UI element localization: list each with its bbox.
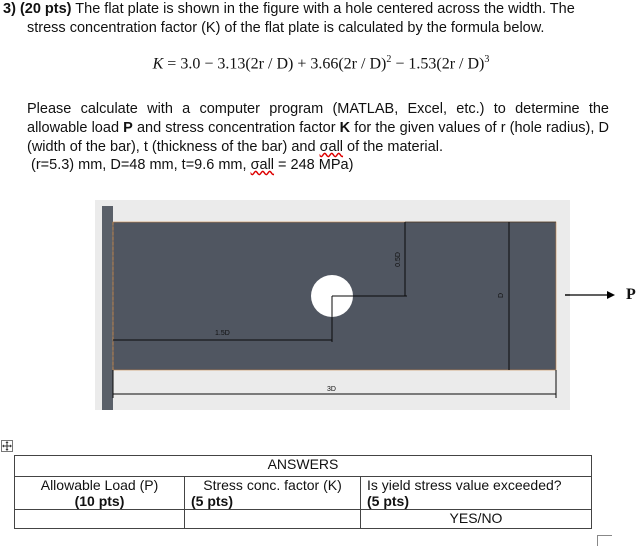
problem-points: (20 pts) bbox=[19, 1, 72, 17]
dim-label-1-5d: 1.5D bbox=[215, 330, 230, 337]
answers-header: ANSWERS bbox=[15, 456, 592, 477]
given-text: (r=5.3) mm, D=48 mm, t=9.6 mm, bbox=[31, 157, 251, 173]
formula-cube: 3 bbox=[484, 54, 490, 65]
col-load-points: (10 pts) bbox=[74, 493, 125, 509]
load-label: P bbox=[626, 286, 636, 303]
answer-col-load bbox=[15, 477, 185, 510]
col-k-points: (5 pts) bbox=[191, 493, 233, 509]
load-arrow-icon bbox=[565, 289, 615, 301]
answers-table bbox=[14, 455, 592, 529]
problem-statement bbox=[3, 0, 633, 38]
plate-figure bbox=[95, 200, 570, 410]
given-sigma: σall bbox=[250, 157, 275, 173]
dim-label-0-5d: 0.5D bbox=[394, 252, 402, 267]
answer-col-k bbox=[185, 477, 361, 510]
answer-col-yield bbox=[361, 477, 592, 510]
fixed-wall bbox=[102, 206, 113, 410]
formula-eq: = 3.0 − 3.13(2r / D) + 3.66(2r / D) bbox=[163, 55, 387, 73]
instructions-paragraph bbox=[27, 100, 609, 157]
k-formula bbox=[0, 54, 642, 73]
instr-p: P bbox=[123, 120, 133, 136]
formula-mid: − 1.53(2r / D) bbox=[391, 55, 485, 73]
answer-k-cell[interactable] bbox=[185, 510, 361, 529]
answer-load-cell[interactable] bbox=[15, 510, 185, 529]
col-yield-title: Is yield stress value exceeded? bbox=[367, 477, 562, 493]
problem-text-2: stress concentration factor (K) of the flat plate is calculated by the formula below. bbox=[27, 20, 545, 36]
problem-number: 3) bbox=[3, 1, 16, 17]
instr-mid: and stress concentration factor bbox=[132, 120, 340, 136]
col-k-title: Stress conc. factor (K) bbox=[203, 477, 342, 493]
col-yield-points: (5 pts) bbox=[367, 493, 409, 509]
plate-drawing bbox=[95, 200, 570, 410]
instr-prefix: Please calculate with a computer program (MATLAB, Excel, etc.) to determine the allowable load bbox=[27, 101, 609, 136]
dim-label-d: D bbox=[498, 292, 506, 299]
instr-end: of the material. bbox=[343, 139, 443, 155]
table-move-handle-icon[interactable] bbox=[1, 440, 13, 452]
dim-label-3d: 3D bbox=[327, 386, 336, 393]
instr-suffix: for the given values of r (hole radius), D (width of the bar), t (thickness of the bar) and bbox=[27, 120, 609, 155]
instr-sigma: σall bbox=[319, 139, 344, 155]
formula-lhs: K bbox=[152, 55, 164, 73]
formula-square: 2 bbox=[386, 54, 392, 65]
given-values bbox=[31, 157, 353, 173]
instr-k: K bbox=[339, 120, 351, 136]
problem-line-1 bbox=[3, 0, 633, 19]
problem-text-1: The flat plate is shown in the figure with a hole centered across the width. The bbox=[75, 1, 575, 17]
margin-corner-mark bbox=[597, 535, 612, 546]
answer-yield-cell[interactable]: YES/NO bbox=[361, 510, 592, 529]
given-value: = 248 MPa) bbox=[274, 157, 354, 173]
col-load-title: Allowable Load (P) bbox=[40, 477, 159, 493]
